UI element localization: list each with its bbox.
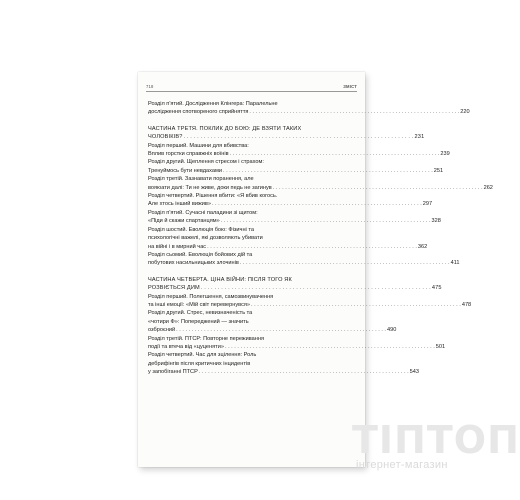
toc-part: [148, 276, 442, 293]
toc-chapter: [148, 209, 441, 226]
toc-page-number: 362: [417, 243, 428, 250]
page-header: [146, 84, 357, 94]
toc-text: РОЗВІЄТЬСЯ ДИМ: [148, 285, 200, 292]
toc-text: ЧОЛОВІКІВ?: [148, 134, 183, 141]
toc-text: ЧАСТИНА ЧЕТВЕРТА. ЦІНА ВІЙНИ: ПІСЛЯ ТОГО ЯК: [148, 276, 292, 283]
toc-chapter: [148, 142, 450, 159]
leader-dots: [225, 343, 435, 351]
toc-page-number: 490: [386, 327, 397, 334]
leader-dots: [207, 243, 417, 251]
leader-dots: [273, 184, 483, 192]
toc-text: озброєний: [148, 327, 176, 334]
leader-dots: [251, 301, 461, 309]
leader-dots: [249, 108, 459, 116]
toc-text: «Піди й скажи спартанцям»: [148, 218, 220, 225]
toc-chapter: [148, 309, 397, 334]
toc-page-number: 231: [414, 134, 425, 141]
toc-text: на війні і в мирний час: [148, 243, 207, 250]
toc-chapter: [148, 251, 460, 268]
toc-text: Розділ четвертий. Рішення вбити: «Я вбив когось.: [148, 193, 278, 200]
leader-dots: [240, 259, 450, 267]
toc-text: Розділ третій. ПТСР: Повторне переживання: [148, 335, 264, 342]
leader-dots: [199, 368, 409, 376]
toc-text: ЧАСТИНА ТРЕТЯ. ПОКЛИК ДО БОЮ: ДЕ ВЗЯТИ ТАКИХ: [148, 125, 302, 132]
toc-page-number: 478: [461, 301, 472, 308]
leader-dots: [221, 217, 431, 225]
toc-text: побутових насильницьких злочинів: [148, 260, 239, 267]
toc-chapter: [148, 175, 493, 192]
toc-chapter: [148, 293, 472, 310]
leader-dots: [223, 167, 433, 175]
toc-text: Розділ перший. Машини для вбивства:: [148, 142, 249, 149]
toc-text: Розділ п'ятий. Сучасні паладини зі щитом:: [148, 209, 258, 216]
toc-text: події та втеча від «цуценяти»: [148, 343, 224, 350]
toc-text: Розділ сьомий. Еволюція бойових дій та: [148, 251, 253, 258]
toc-text: «чотири Ф»: Попереджений — значить: [148, 318, 249, 325]
toc-chapter: [148, 351, 419, 376]
toc-text: Тренуймось бути невдахами: [148, 167, 222, 174]
toc-text: Вплив горстки справжніх воїнів: [148, 151, 229, 158]
watermark-logo: ТІПТОП: [352, 418, 520, 462]
toc-part: [148, 125, 425, 142]
toc-text: вояюати далі: Ти не живе, доки педь не загинув: [148, 184, 272, 191]
leader-dots: [183, 133, 413, 141]
toc-text: психологічні важелі, які дозволяють убивати: [148, 235, 263, 242]
toc-text: Але хтось інший вижив»: [148, 201, 211, 208]
toc-chapter: [148, 100, 470, 117]
header-title: ЗМІСТ: [343, 84, 357, 89]
toc-text: Розділ шостий. Еволюція бою: Фізичні та: [148, 226, 254, 233]
toc-page-number: 543: [409, 369, 419, 376]
toc-page-number: 501: [435, 343, 446, 350]
toc-page-number: 411: [450, 260, 460, 267]
page-number: 718: [146, 84, 154, 89]
toc-page-number: 251: [433, 167, 444, 174]
leader-dots: [176, 326, 386, 334]
toc-text: Розділ п'ятий. Дослідження Клінгера: Паралельне: [148, 101, 278, 107]
toc-text: Розділ третій. Зазнавати поранення, але: [148, 176, 254, 183]
toc-text: та інші емоції: «Мій світ перевернувся»: [148, 301, 251, 308]
toc-chapter: [148, 226, 428, 251]
leader-dots: [212, 200, 422, 208]
leader-dots: [230, 150, 440, 158]
toc-page-number: 220: [460, 109, 470, 116]
toc-page-number: 475: [431, 285, 442, 292]
toc-page-number: 239: [440, 151, 450, 158]
toc-chapter: [148, 158, 444, 175]
toc-text: Розділ четвертий. Час для зцілення: Роль: [148, 352, 257, 359]
toc-page-number: 328: [431, 218, 441, 225]
table-of-contents: [148, 100, 493, 377]
toc-chapter: [148, 192, 433, 209]
watermark-subtitle: інтернет-магазин: [356, 459, 448, 471]
toc-text: дослідження спотвореного сприйняття: [148, 109, 249, 116]
leader-dots: [201, 284, 431, 292]
toc-text: Розділ другий. Стрес, невизначеність та: [148, 310, 253, 317]
toc-text: Розділ перший. Полегшення, самозвинувачення: [148, 293, 274, 300]
toc-page-number: 262: [483, 184, 493, 191]
toc-text: Розділ другий. Щеплення стресом і страхом:: [148, 159, 264, 166]
toc-text: у запобіганні ПТСР: [148, 369, 198, 376]
toc-page-number: 297: [422, 201, 433, 208]
header-rule: [146, 91, 357, 92]
toc-chapter: [148, 335, 446, 352]
toc-text: дебрифінгів після критичних інцидентів: [148, 360, 251, 367]
